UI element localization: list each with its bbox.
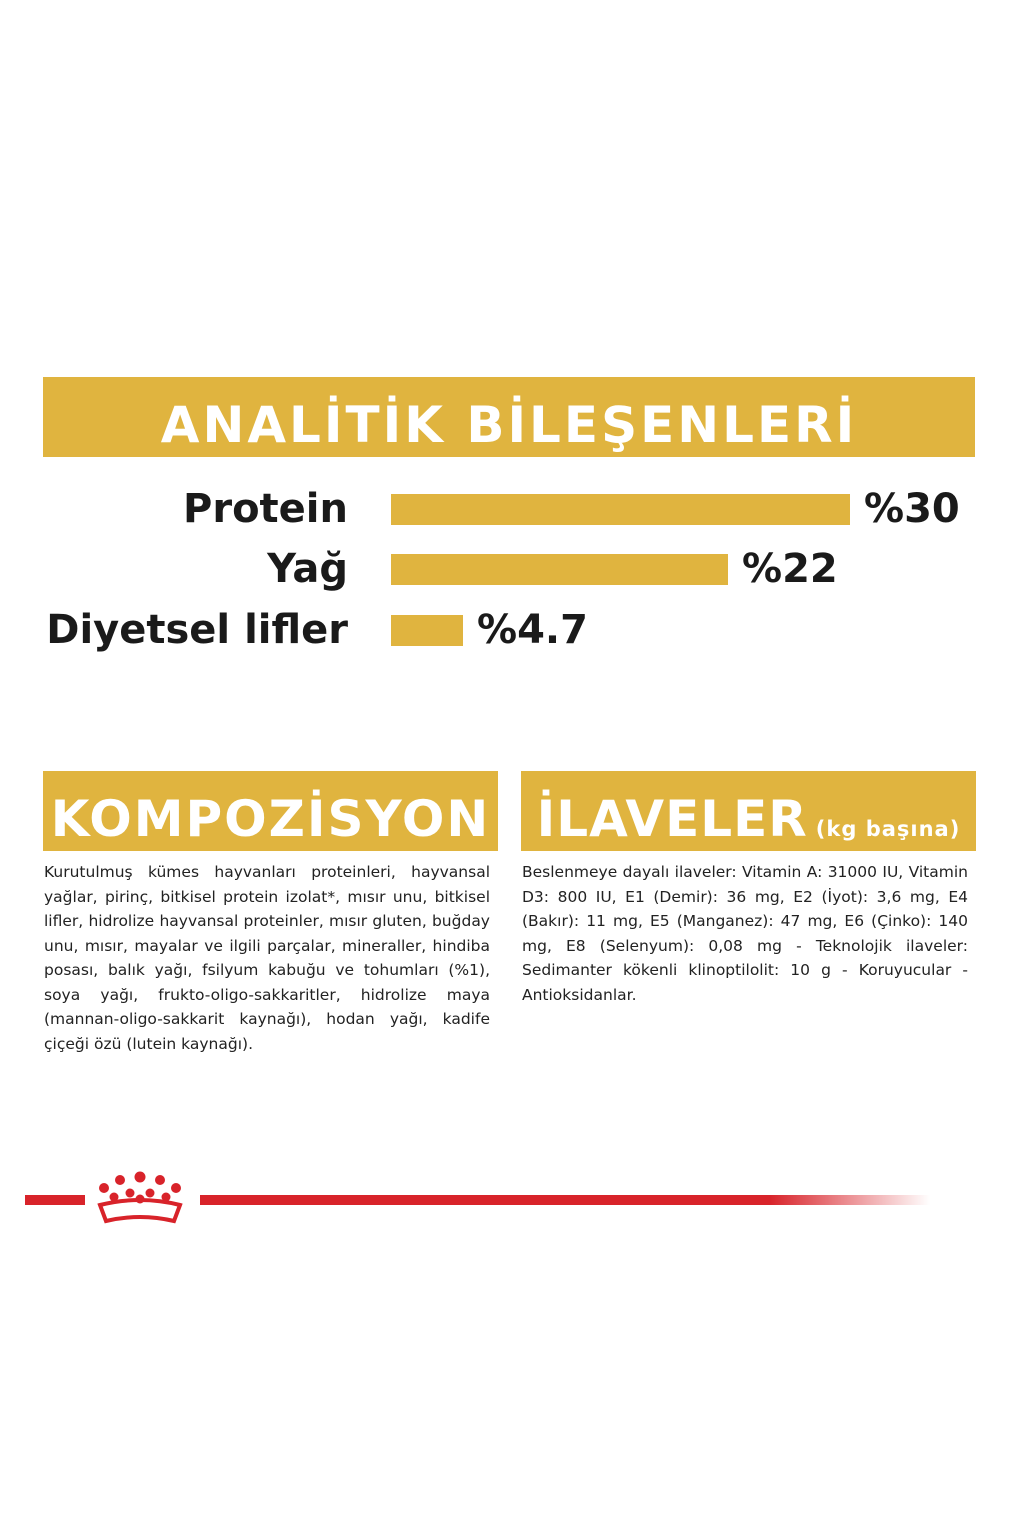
royal-crown-logo-icon	[99, 1172, 181, 1222]
fat-bar	[391, 554, 728, 585]
fiber-bar	[391, 615, 463, 646]
additives-banner	[521, 771, 976, 851]
additives-unit: (kg başına)	[815, 817, 961, 841]
composition-banner	[43, 771, 498, 851]
composition-title: KOMPOZİSYON	[50, 790, 491, 848]
composition-text: Kurutulmuş kümes hayvanları proteinleri, hayvansal yağlar, pirinç, bitkisel protein izolat*, mısır unu, bitkisel lifler, hidrolize hayvansal proteinler, mısır gluten, buğday unu, mısır, mayalar ve ilgili parçalar, mineraller, hindiba posası, balık yağı, fsilyum kabuğu ve tohumları (%1), soya yağı, frukto-oligo-sakkaritler, hidrolize maya (mannan-oligo-sakkarit kaynağı), hodan yağı, kadife çiçeği özü (lutein kaynağı).	[44, 863, 490, 1053]
protein-bar	[391, 494, 850, 525]
analytic-components-banner	[43, 377, 975, 457]
fat-label: Yağ	[267, 546, 348, 592]
fat-row	[0, 544, 1024, 594]
brand-divider	[0, 1165, 1024, 1235]
fiber-row	[0, 605, 1024, 655]
protein-value: %30	[864, 486, 960, 532]
fat-value: %22	[742, 546, 838, 592]
protein-row	[0, 484, 1024, 534]
additives-text: Beslenmeye dayalı ilaveler: Vitamin A: 31000 IU, Vitamin D3: 800 IU, E1 (Demir): 36 mg, E2 (İyot): 3,6 mg, E4 (Bakır): 11 mg, E5 (Manganez): 47 mg, E6 (Çinko): 140 mg, E8 (Selenyum): 0,08 mg - Teknolojik ilaveler: Sedimanter kökenli klinoptilolit: 10 g - Koruyucular - Antioksidanlar.	[522, 863, 968, 1004]
analytic-components-title: ANALİTİK BİLEŞENLERİ	[160, 396, 858, 454]
divider-left-segment	[25, 1195, 85, 1205]
divider-right-segment	[200, 1195, 930, 1205]
protein-label: Protein	[183, 486, 348, 532]
fiber-value: %4.7	[477, 607, 588, 653]
additives-title: İLAVELER	[536, 790, 808, 848]
fiber-label: Diyetsel lifler	[46, 607, 348, 653]
